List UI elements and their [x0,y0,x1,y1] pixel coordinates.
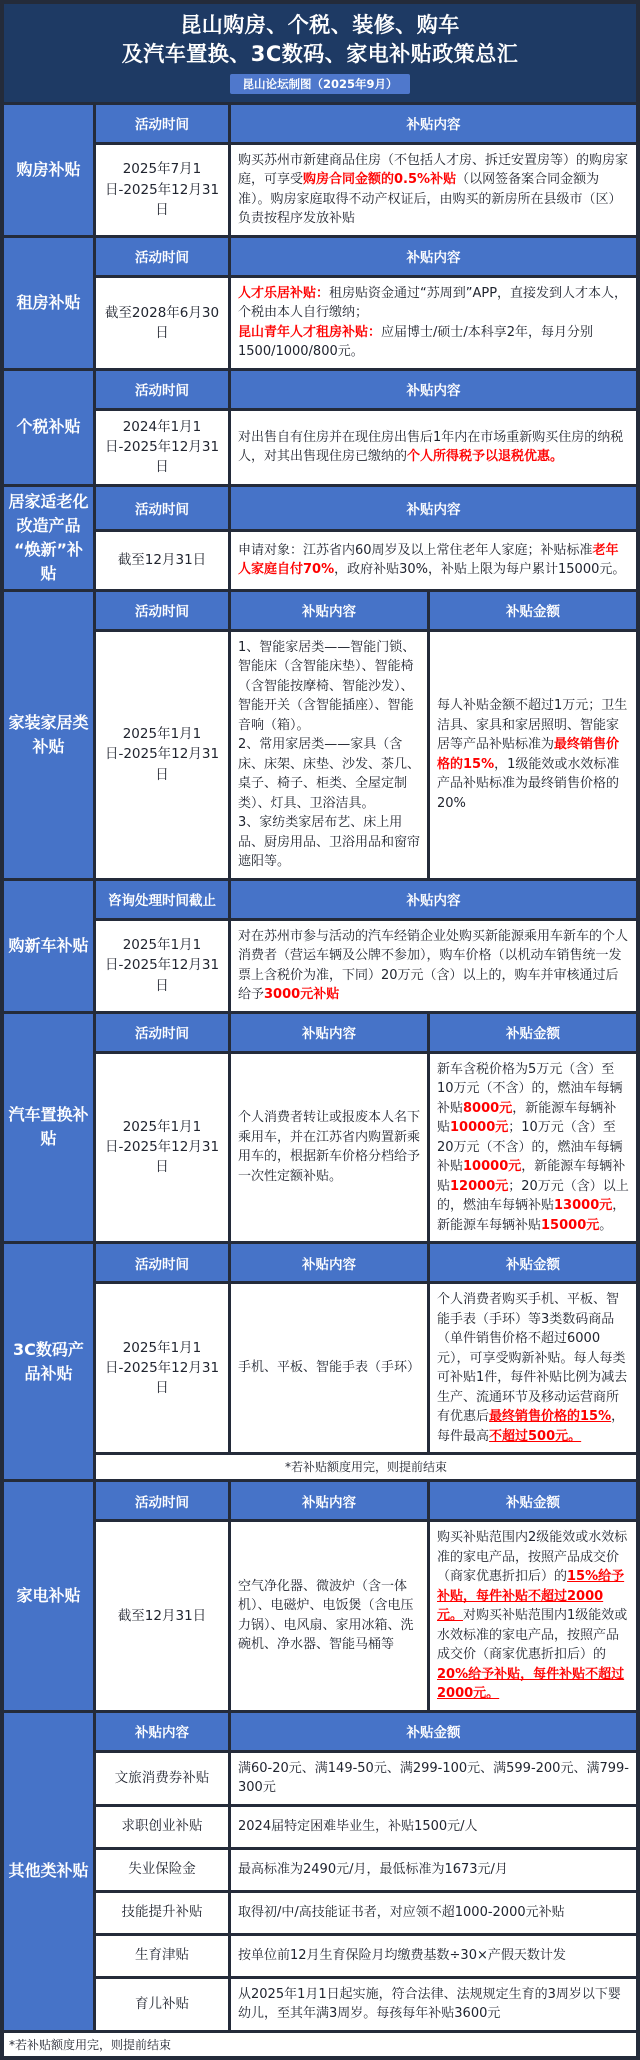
time-cell [96,411,228,484]
highlight-text: 15000元 [541,1217,600,1233]
header-cell: 补贴内容 [231,105,636,142]
text-run: 2025年1月1日-2025年12月31日 [104,726,220,783]
text-run: 3、家纺类家居布艺、床上用品、厨房用品、卫浴用品和窗帘遮阳等。 [238,815,421,870]
amount-cell [430,632,636,878]
section-car-replacement [4,1014,636,1242]
text-run: 截至12月31日 [117,552,207,569]
content-cell [231,921,636,1011]
amount-cell [430,1054,636,1242]
amount-cell [430,1284,636,1452]
text-run: ，新能源车每辆补贴 [437,1100,617,1136]
header-cell: 活动时间 [96,1014,228,1051]
highlight-text: 昆山青年人才租房补贴： [238,324,382,340]
text-content [238,151,629,229]
value-cell [231,1979,636,2030]
header-cell: 补贴内容 [231,881,636,918]
category-cell: 个税补贴 [4,371,93,484]
content-cell [231,411,636,484]
category-cell: 租房补贴 [4,238,93,368]
highlight-text: 个人所得税予以退税优惠。 [407,449,564,465]
text-run: 新车含税价格为5万元（含）至10万元（不含）的，燃油车每辆补贴 [437,1061,623,1116]
highlight-text: 购房合同金额的0.5%补贴 [303,172,457,188]
content-cell [231,1522,427,1710]
text-content [103,417,221,478]
text-run: 每人补贴金额不超过1万元；卫生洁具、家具和家居照明、智能家居等产品补贴标准为 [437,698,628,753]
label-cell [96,1850,228,1890]
time-cell [96,1522,228,1710]
value-cell [231,1893,636,1933]
header-cell: 补贴金额 [430,1244,636,1281]
content-cell [231,145,636,235]
header-cell: 活动时间 [96,487,228,530]
section-tax [4,371,636,484]
content-cell [231,278,636,368]
text-content [238,638,420,872]
highlight-text: 最终销售价格的15% [489,1409,612,1425]
text-run: 文旅消费券补贴 [114,1769,210,1786]
text-run: 按单位前12月生育保险月均缴费基数÷30×产假天数计发 [238,1947,566,1963]
text-run: （以网签备案合同金额为准）。购房家庭取得不动产权证后，由购买的新房所在县级市（区）负责按程序发放补贴 [238,172,622,227]
time-cell [96,278,228,368]
header-cell: 补贴金额 [430,592,636,629]
text-run: 手机、平板、智能手表（手环） [238,1360,421,1376]
text-run: 生育津贴 [135,1947,189,1964]
highlight-text: 最终销售价格的15% [437,737,620,772]
page-header [4,4,636,102]
header-cell: 咨询处理时间截止 [96,881,228,918]
category-cell: 3C数码产品补贴 [4,1244,93,1479]
text-content [103,1994,221,2014]
text-content [238,1903,629,1923]
text-run: 2025年1月1日-2025年12月31日 [104,937,220,994]
highlight-text: 20%给予补贴，每件补贴不超过2000元。 [437,1666,625,1702]
text-content [103,1945,221,1965]
category-cell: 居家适老化改造产品“焕新”补贴 [4,487,93,589]
header-cell: 补贴内容 [231,1014,427,1051]
amount-cell [430,1522,636,1710]
text-run: ，新能源车每辆补贴 [437,1159,626,1194]
text-run: 个人消费者转让或报废本人名下乘用车，并在江苏省内购置新乘用车的，根据新车价格分档给予一次性定额补贴。 [238,1110,421,1184]
category-cell: 家装家居类补贴 [4,592,93,878]
text-content [103,935,221,996]
value-cell [231,1936,636,1976]
text-run: 从2025年1月1日起实施，符合法律、法规规定生育的3周岁以下婴幼儿，至其年满3周岁。每孩每年补贴3600元 [238,1986,621,2022]
label-cell [96,1893,228,1933]
value-cell [231,1807,636,1847]
text-run: 2024年1月1日-2025年12月31日 [104,418,220,476]
highlight-text: 10000元 [463,1159,522,1175]
text-content [437,1528,629,1704]
text-content [238,927,629,1005]
text-run: 截至12月31日 [117,1607,207,1624]
header-cell: 补贴内容 [231,487,636,530]
text-run: 申请对象：江苏省内60周岁及以上常住老年人家庭；补贴标准 [238,542,593,558]
header-cell: 活动时间 [96,238,228,275]
time-cell [96,632,228,878]
text-run: 2025年1月1日-2025年12月31日 [104,1118,220,1176]
time-cell [96,532,228,589]
text-run: 满60-20元、满149-50元、满299-100元、满599-200元、满799-300元 [238,1760,629,1796]
text-content [238,428,629,467]
text-run: 失业保险金 [128,1861,196,1878]
category-cell: 汽车置换补贴 [4,1014,93,1242]
header-cell: 补贴金额 [430,1014,636,1051]
text-content [238,1985,629,2024]
section-housing [4,105,636,235]
text-run: 截至2028年6月30日 [104,304,220,341]
text-content: *若补贴额度用完，则提前结束 [284,1460,447,1475]
highlight-text: 15%给予补贴，每件补贴不超过2000元。 [437,1569,625,1624]
text-content [103,1117,221,1178]
text-run: 技能提升补贴 [121,1904,203,1921]
section-other [4,1713,636,2030]
text-content [437,1290,629,1446]
value-cell [231,1753,636,1804]
page-title-line2: 及汽车置换、3C数码、家电补贴政策总汇 [121,42,519,67]
header-cell: 补贴金额 [430,1482,636,1519]
header-cell: 补贴内容 [231,592,427,629]
header-cell: 补贴金额 [231,1713,636,1750]
text-run: 2024届特定困难毕业生，补贴1500元/人 [238,1818,478,1834]
text-content [238,1946,629,1966]
text-content [103,159,221,220]
text-content [238,1817,629,1837]
text-run: 对出售自有住房并在现住房出售后1年内在市场重新购买住房的纳税人，对其出售现住房已缴纳的 [238,429,624,465]
time-cell [96,1284,228,1452]
text-content [103,724,221,785]
credit-badge: 昆山论坛制图（2025年9月） [230,74,409,94]
text-content [238,1358,420,1378]
text-content [103,1859,221,1879]
time-cell [96,921,228,1011]
text-run: 1、智能家居类——智能门锁、智能床（含智能床垫）、智能椅（含智能按摩椅、智能沙发）、智能开关（含智能插座）、智能音响（箱）。 [238,639,416,733]
highlight-text: 老年人家庭自付70% [238,542,619,578]
header-cell: 补贴内容 [96,1713,228,1750]
text-run: 2025年1月1日-2025年12月31日 [104,1339,220,1397]
section-elderly-renovation [4,487,636,589]
text-run: ，政府补贴30%，补贴上限为每户累计15000元。 [334,562,626,578]
text-run: 2025年7月1日-2025年12月31日 [104,161,220,218]
highlight-text: 10000元 [450,1120,509,1136]
text-content [103,1338,221,1399]
text-run: ；20万元（含）以上的，燃油车每辆补贴 [437,1178,629,1214]
text-run: 购买补贴范围内2级能效或水效标准的家电产品，按照产品成交价（商家优惠折扣后）的 [437,1530,628,1585]
header-cell: 补贴内容 [231,1482,427,1519]
text-content [238,1577,420,1655]
header-cell: 活动时间 [96,371,228,408]
value-cell [231,1850,636,1890]
header-cell: 补贴内容 [231,1244,427,1281]
highlight-text: 3000元补贴 [264,987,340,1003]
content-cell [231,632,427,878]
note-cell [96,1455,636,1479]
header-cell: 活动时间 [96,105,228,142]
header-cell: 活动时间 [96,592,228,629]
section-3c-digital [4,1244,636,1479]
section-new-car [4,881,636,1011]
highlight-text: 12000元 [450,1178,509,1194]
text-run: ，新能源车每辆补贴 [437,1198,626,1233]
text-content [103,1768,221,1788]
section-rent [4,238,636,368]
text-content [238,284,629,362]
time-cell [96,145,228,235]
header-cell: 活动时间 [96,1482,228,1519]
category-cell: 购新车补贴 [4,881,93,1011]
text-run: 。 [599,1217,613,1233]
text-run: 空气净化器、微波炉（含一体机）、电磁炉、电饭煲（含电压力锅）、电风扇、家用冰箱、洗碗机、净水器、智能马桶等 [238,1578,414,1653]
label-cell [96,1753,228,1804]
section-home-furnishing [4,592,636,878]
subsidy-table [4,105,636,2030]
content-cell [231,1054,427,1242]
section-home-appliance [4,1482,636,1710]
text-run: 最高标准为2490元/月，最低标准为1673元/月 [238,1861,508,1877]
text-run: 租房贴资金通过“苏周到”APP，直接发到人才本人，个税由本人自行缴纳； [238,285,628,321]
text-content [238,1108,420,1186]
highlight-text: 人才乐居补贴： [238,285,330,301]
category-cell: 其他类补贴 [4,1713,93,2030]
category-cell: 购房补贴 [4,105,93,235]
text-content [238,1759,629,1798]
highlight-text: 8000元 [463,1100,513,1116]
text-content [103,1606,221,1626]
text-run: 育儿补贴 [135,1995,189,2012]
text-content [103,1816,221,1836]
text-run: 应届博士/硕士/本科享2年，每月分别1500/1000/800元。 [238,324,594,360]
text-run: 求职创业补贴 [121,1818,203,1835]
text-run: ；10万元（含）至20万元（不含）的，燃油车每辆补贴 [437,1120,623,1175]
text-run: ，每件最高 [437,1409,625,1444]
page-title-line1: 昆山购房、个税、装修、购车 [180,13,460,37]
content-cell [231,532,636,589]
text-run: 对购买补贴范围内1级能效或水效标准的家电产品，按照产品成交价（商家优惠折扣后）的 [437,1608,628,1663]
text-run: 2、常用家居类——家具（含床、床架、床垫、沙发、茶几、桌子、椅子、柜类、全屋定制类）、灯具、卫浴洁具。 [238,737,421,811]
text-content [238,1860,629,1880]
text-run: 对在苏州市参与活动的汽车经销企业处购买新能源乘用车新车的个人消费者（营运车辆及公牌不参加），购车价格（以机动车销售统一发票上含税价为准，下同）20万元（含）以上的，购车并审核通过后给予 [238,928,629,1003]
time-cell [96,1054,228,1242]
label-cell [96,1936,228,1976]
label-cell [96,1807,228,1847]
text-content [103,303,221,344]
header-cell: 补贴内容 [231,371,636,408]
text-content [103,1902,221,1922]
highlight-text: 不超过500元。 [489,1428,582,1444]
text-run: ，1级能效或水效标准产品补贴标准为最终销售价格的20% [437,756,620,811]
content-cell [231,1284,427,1452]
text-run: 购买苏州市新建商品住房（不包括人才房、拆迁安置房等）的购房家庭，可享受 [238,152,629,188]
category-cell: 家电补贴 [4,1482,93,1710]
text-run: 取得初/中/高技能证书者，对应领不超1000-2000元补贴 [238,1904,565,1920]
text-content [103,550,221,570]
label-cell [96,1979,228,2030]
header-cell: 补贴内容 [231,238,636,275]
text-content [238,541,629,580]
text-run: 个人消费者购买手机、平板、智能手表（手环）等3类数码商品（单件销售价格不超过6000元），可享受购新补贴。每人每类可补贴1件，每件补贴比例为减去生产、流通环节及移动运营商所有优惠后 [437,1292,628,1425]
footer-note: *若补贴额度用完，则提前结束 [4,2033,636,2056]
text-content [437,1060,629,1236]
text-content [437,696,629,813]
header-cell: 活动时间 [96,1244,228,1281]
highlight-text: 13000元 [554,1198,613,1214]
